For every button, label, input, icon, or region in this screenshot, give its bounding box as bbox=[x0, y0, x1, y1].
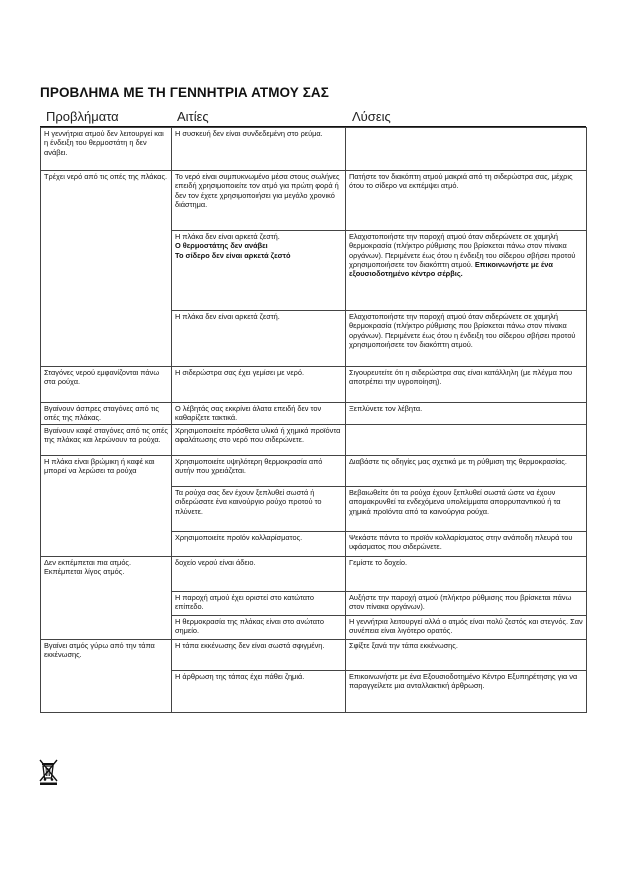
cause-cell: Το νερό είναι συμπυκνωμένο μέσα στους σωλήνες επειδή χρησιμοποιείτε τον ατμό για πρώτη φορά ή δεν τον έχετε χρησιμοποιήσει για μεγάλο χρονικό διάστημα. bbox=[172, 171, 346, 231]
cause-cell: Χρησιμοποιείτε πρόσθετα υλικά ή χημικά προϊόντα αφαλάτωσης στο νερό που σιδερώνετε. bbox=[172, 425, 346, 456]
problem-cell: Η πλάκα είναι βρώμικη ή καφέ και μπορεί να λερώσει τα ρούχα bbox=[41, 456, 172, 557]
cause-line-iron: Το σίδερο δεν είναι αρκετά ζεστό bbox=[175, 250, 291, 260]
table-row bbox=[41, 456, 587, 487]
cause-cell: Η πλάκα δεν είναι αρκετά ζεστή. bbox=[172, 311, 346, 367]
solution-cell: Η γεννήτρια λειτουργεί αλλά ο ατμός είναι πολύ ζεστός και στεγνός. Σαν συνέπεια είναι λιγότερο ορατός. bbox=[346, 616, 587, 640]
table-row bbox=[41, 128, 587, 171]
header-causes: Αιτίες bbox=[177, 109, 209, 124]
solution-cell bbox=[346, 231, 587, 311]
cause-cell: Ο λέβητάς σας εκκρίνει άλατα επειδή δεν τον καθαρίζετε τακτικά. bbox=[172, 403, 346, 425]
table-row bbox=[41, 640, 587, 671]
table-row bbox=[41, 171, 587, 231]
solution-cell: Ψεκάστε πάντα το προϊόν κολλαρίσματος στην ανάποδη πλευρά του υφάσματος που σιδερώνετε. bbox=[346, 532, 587, 557]
header-problems: Προβλήματα bbox=[46, 109, 119, 124]
troubleshooting-table bbox=[40, 127, 587, 713]
cause-cell: Η σιδερώστρα σας έχει γεμίσει με νερό. bbox=[172, 367, 346, 403]
problem-cell: Δεν εκπέμπεται πια ατμός. Εκπέμπεται λίγος ατμός. bbox=[41, 557, 172, 640]
solution-cell: Βεβαιωθείτε ότι τα ρούχα έχουν ξεπλυθεί σωστά ώστε να έχουν απομακρυνθεί τα ενδεχόμενα υπολείμματα απορρυπαντικού ή τα χημικά προϊόντα από τα καινούργια ρούχα. bbox=[346, 487, 587, 532]
problem-cell: Τρέχει νερό από τις οπές της πλάκας. bbox=[41, 171, 172, 367]
cause-cell: Χρησιμοποιείτε προϊόν κολλαρίσματος. bbox=[172, 532, 346, 557]
cause-cell: Η παροχή ατμού έχει οριστεί στο κατώτατο επίπεδο. bbox=[172, 592, 346, 616]
cause-line: Η πλάκα δεν είναι αρκετά ζεστή. bbox=[175, 232, 280, 241]
solution-cell: Σιγουρευτείτε ότι η σιδερώστρα σας είναι κατάλληλη (με πλέγμα που αποτρέπει την υγροποίηση). bbox=[346, 367, 587, 403]
table-row bbox=[41, 425, 587, 456]
solution-cell: Αυξήστε την παροχή ατμού (πλήκτρο ρύθμισης που βρίσκεται πάνω στον πίνακα οργάνων). bbox=[346, 592, 587, 616]
weee-crossed-bin-icon bbox=[38, 757, 60, 785]
page-title: ΠΡΟΒΛΗΜΑ ΜΕ ΤΗ ΓΕΝΝΗΤΡΙΑ ΑΤΜΟΥ ΣΑΣ bbox=[40, 85, 329, 100]
solution-cell: Επικοινωνήστε με ένα Εξουσιοδοτημένο Κέντρο Εξυπηρέτησης για να παραγγείλετε μια ανταλλακτική άρθρωση. bbox=[346, 671, 587, 713]
problem-cell: Βγαίνουν καφέ σταγόνες από τις οπές της πλάκας και λερώνουν τα ρούχα. bbox=[41, 425, 172, 456]
solution-contact: Επικοινωνήστε με ένα εξουσιοδοτημένο κέντρο σέρβις. bbox=[349, 259, 553, 279]
cause-cell: Χρησιμοποιείτε υψηλότερη θερμοκρασία από αυτήν που χρειάζεται. bbox=[172, 456, 346, 487]
table-row bbox=[41, 557, 587, 592]
problem-cell: Βγαίνει ατμός γύρω από την τάπα εκκένωσης. bbox=[41, 640, 172, 713]
cause-cell: δοχείο νερού είναι άδειο. bbox=[172, 557, 346, 592]
solution-cell: Πατήστε τον διακόπτη ατμού μακριά από τη σιδερώστρα σας, μέχρις ότου το σίδερο να εκπέμψει ατμό. bbox=[346, 171, 587, 231]
header-solutions: Λύσεις bbox=[352, 109, 391, 124]
cause-line-thermostat: Ο θερμοστάτης δεν ανάβει bbox=[175, 241, 268, 251]
solution-cell bbox=[346, 128, 587, 171]
problem-cell: Σταγόνες νερού εμφανίζονται πάνω στα ρούχα. bbox=[41, 367, 172, 403]
solution-cell: Σφίξτε ξανά την τάπα εκκένωσης. bbox=[346, 640, 587, 671]
cause-cell: Η θερμοκρασία της πλάκας είναι στο ανώτατο σημείο. bbox=[172, 616, 346, 640]
solution-cell bbox=[346, 425, 587, 456]
solution-cell: Γεμίστε το δοχείο. bbox=[346, 557, 587, 592]
table-row bbox=[41, 403, 587, 425]
problem-cell: Η γεννήτρια ατμού δεν λειτουργεί και η ένδειξη του θερμοστάτη η δεν ανάβει. bbox=[41, 128, 172, 171]
solution-text: Ελαχιστοποιήστε την παροχή ατμού όταν σιδερώνετε σε χαμηλή θερμοκρασία (πλήκτρο ρύθμισης που βρίσκεται πάνω στον πίνακα οργάνων). Περιμένετε έως ότου η ένδειξη του σίδερου σβήσει προτού χρησιμοποιήσετε τον διακόπτη ατμού. bbox=[349, 232, 576, 269]
cause-cell: Τα ρούχα σας δεν έχουν ξεπλυθεί σωστά ή σιδερώσατε ένα καινούργιο ρούχο προτού το πλύνετε. bbox=[172, 487, 346, 532]
solution-cell: Ελαχιστοποιήστε την παροχή ατμού όταν σιδερώνετε σε χαμηλή θερμοκρασία (πλήκτρο ρύθμισης που βρίσκεται πάνω στον πίνακα οργάνων). Περιμένετε έως ότου η ένδειξη του σίδερου σβήσει προτού χρησιμοποιήσετε τον διακόπτη ατμού. bbox=[346, 311, 587, 367]
solution-cell: Ξεπλύνετε τον λέβητα. bbox=[346, 403, 587, 425]
table-row bbox=[41, 367, 587, 403]
solution-cell: Διαβάστε τις οδηγίες μας σχετικά με τη ρύθμιση της θερμοκρασίας. bbox=[346, 456, 587, 487]
cause-cell: Η τάπα εκκένωσης δεν είναι σωστά σφιγμένη. bbox=[172, 640, 346, 671]
cause-cell: Η συσκευή δεν είναι συνδεδεμένη στο ρεύμα. bbox=[172, 128, 346, 171]
problem-cell: Βγαίνουν άσπρες σταγόνες από τις οπές της πλάκας. bbox=[41, 403, 172, 425]
cause-cell: Η άρθρωση της τάπας έχει πάθει ζημιά. bbox=[172, 671, 346, 713]
cause-cell bbox=[172, 231, 346, 311]
